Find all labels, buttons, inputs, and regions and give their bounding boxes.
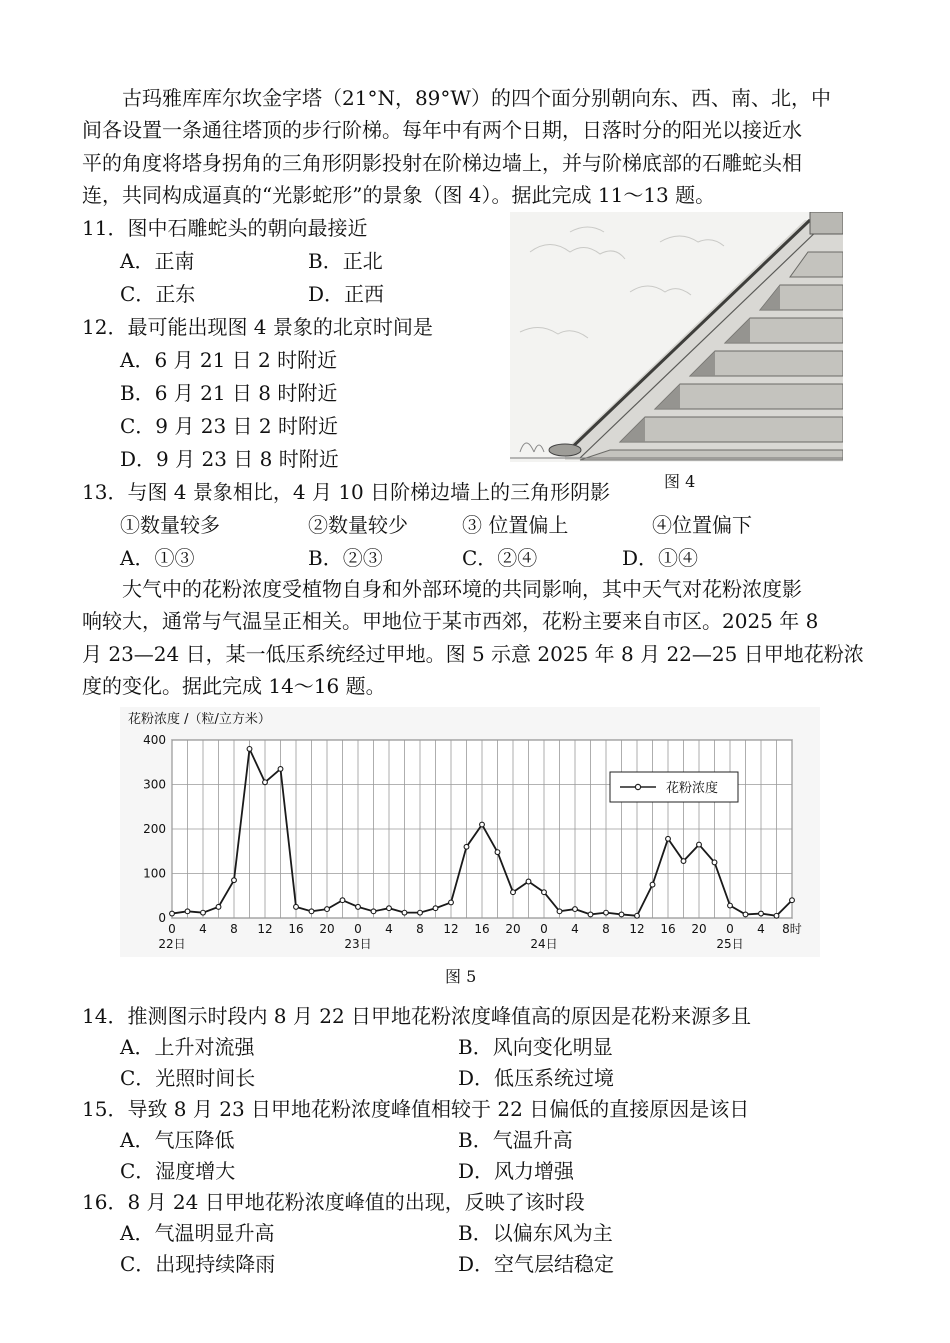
data-point xyxy=(433,906,438,911)
data-point xyxy=(247,747,252,752)
data-point xyxy=(495,850,500,855)
question-12-stem: 12．最可能出现图 4 景象的北京时间是 xyxy=(82,315,433,339)
question-12-option-a[interactable]: A．6 月 21 日 2 时附近 xyxy=(120,348,338,372)
day-label: 22日 xyxy=(158,937,186,951)
question-14-option-c[interactable]: C．光照时间长 xyxy=(120,1066,256,1090)
data-point xyxy=(263,780,268,785)
question-13-option-b[interactable]: B．②③ xyxy=(308,546,383,570)
question-13-option-c[interactable]: C．②④ xyxy=(462,546,538,570)
x-tick-label: 0 xyxy=(168,922,176,936)
data-point xyxy=(526,879,531,884)
passage-1-line: 平的角度将塔身拐角的三角形阴影投射在阶梯边墙上，并与阶梯底部的石雕蛇头相 xyxy=(82,150,802,175)
x-tick-label: 0 xyxy=(726,922,734,936)
data-point xyxy=(666,836,671,841)
x-tick-label: 4 xyxy=(199,922,207,936)
passage-1-line: 间各设置一条通往塔顶的步行阶梯。每年中有两个日期，日落时分的阳光以接近水 xyxy=(82,118,802,143)
data-point xyxy=(728,903,733,908)
question-13-item-1: ①数量较多 xyxy=(120,513,220,537)
x-tick-label: 8时 xyxy=(782,922,802,936)
pyramid-illustration xyxy=(510,212,843,462)
x-tick-label: 20 xyxy=(319,922,335,936)
x-tick-label: 4 xyxy=(571,922,579,936)
question-13-option-d[interactable]: D．①④ xyxy=(622,546,699,570)
data-point xyxy=(573,907,578,912)
passage-1 xyxy=(82,82,872,211)
passage-2-line: 度的变化。据此完成 14～16 题。 xyxy=(82,673,386,698)
x-tick-label: 0 xyxy=(540,922,548,936)
question-12-option-d[interactable]: D．9 月 23 日 8 时附近 xyxy=(120,447,339,471)
data-point xyxy=(759,911,764,916)
question-11-option-c[interactable]: C．正东 xyxy=(120,282,196,306)
figure-4-caption: 图 4 xyxy=(664,472,696,491)
data-point xyxy=(294,904,299,909)
data-point xyxy=(542,890,547,895)
data-point xyxy=(774,913,779,918)
data-point xyxy=(449,900,454,905)
passage-1-line: 连，共同构成逼真的“光影蛇形”的景象（图 4）。据此完成 11～13 题。 xyxy=(82,182,716,207)
data-point xyxy=(480,822,485,827)
question-16-option-c[interactable]: C．出现持续降雨 xyxy=(120,1252,276,1276)
data-point xyxy=(387,906,392,911)
passage-2-line: 响较大，通常与气温呈正相关。甲地位于某市西郊，花粉主要来自市区。2025 年 8 xyxy=(82,609,819,634)
x-tick-label: 8 xyxy=(602,922,610,936)
passage-2-line: 月 23—24 日，某一低压系统经过甲地。图 5 示意 2025 年 8 月 22—25 日甲地花粉浓 xyxy=(82,641,864,666)
data-point xyxy=(371,909,376,914)
figure-5-caption: 图 5 xyxy=(445,967,477,986)
question-16-option-a[interactable]: A．气温明显升高 xyxy=(120,1221,275,1245)
data-point xyxy=(185,909,190,914)
y-tick-label: 100 xyxy=(143,866,166,881)
data-point xyxy=(325,907,330,912)
pyramid-drawing xyxy=(510,212,843,462)
question-12-option-b[interactable]: B．6 月 21 日 8 时附近 xyxy=(120,381,338,405)
data-point xyxy=(340,898,345,903)
x-tick-label: 16 xyxy=(474,922,490,936)
data-point xyxy=(278,767,283,772)
question-11-stem: 11．图中石雕蛇头的朝向最接近 xyxy=(82,216,368,240)
x-tick-label: 0 xyxy=(354,922,362,936)
question-13-item-3: ③ 位置偏上 xyxy=(462,513,569,537)
data-point xyxy=(743,912,748,917)
data-point xyxy=(790,898,795,903)
passage-1-line: 古玛雅库库尔坎金字塔（21°N，89°W）的四个面分别朝向东、西、南、北，中 xyxy=(122,86,831,110)
question-15-option-a[interactable]: A．气压降低 xyxy=(120,1128,235,1152)
question-14-option-d[interactable]: D．低压系统过境 xyxy=(458,1066,615,1090)
data-point xyxy=(588,912,593,917)
data-point xyxy=(697,842,702,847)
question-11-option-b[interactable]: B．正北 xyxy=(308,249,383,273)
question-13-item-4: ④位置偏下 xyxy=(652,513,752,537)
day-label: 25日 xyxy=(716,937,744,951)
data-point xyxy=(619,912,624,917)
question-14-stem: 14．推测图示时段内 8 月 22 日甲地花粉浓度峰值高的原因是花粉来源多且 xyxy=(82,1004,752,1028)
question-11-option-a[interactable]: A．正南 xyxy=(120,249,195,273)
data-point xyxy=(650,882,655,887)
data-point xyxy=(402,910,407,915)
day-label: 24日 xyxy=(530,937,558,951)
y-tick-label: 400 xyxy=(143,733,166,747)
data-point xyxy=(356,904,361,909)
question-12-option-c[interactable]: C．9 月 23 日 2 时附近 xyxy=(120,414,338,438)
question-13-stem: 13．与图 4 景象相比，4 月 10 日阶梯边墙上的三角形阴影 xyxy=(82,480,611,504)
x-tick-label: 12 xyxy=(443,922,459,936)
legend-label: 花粉浓度 xyxy=(666,781,719,796)
x-tick-label: 16 xyxy=(288,922,304,936)
data-point xyxy=(418,910,423,915)
data-point xyxy=(681,859,686,864)
x-tick-label: 20 xyxy=(691,922,707,936)
data-point xyxy=(201,910,206,915)
data-point xyxy=(635,913,640,918)
question-15-option-c[interactable]: C．湿度增大 xyxy=(120,1159,236,1183)
data-point xyxy=(232,878,237,883)
data-point xyxy=(604,910,609,915)
question-16-option-b[interactable]: B．以偏东风为主 xyxy=(458,1221,613,1245)
data-point xyxy=(712,860,717,865)
x-tick-label: 4 xyxy=(385,922,393,936)
question-15-option-b[interactable]: B．气温升高 xyxy=(458,1128,573,1152)
question-13-option-a[interactable]: A．①③ xyxy=(120,546,195,570)
chart-legend xyxy=(610,772,738,802)
passage-2 xyxy=(82,573,872,702)
x-tick-label: 16 xyxy=(660,922,676,936)
data-point xyxy=(170,911,175,916)
data-point xyxy=(557,909,562,914)
question-11-option-d[interactable]: D．正西 xyxy=(308,282,385,306)
data-point xyxy=(464,844,469,849)
passage-2-line: 大气中的花粉浓度受植物自身和外部环境的共同影响，其中天气对花粉浓度影 xyxy=(122,577,802,601)
y-tick-label: 200 xyxy=(143,822,166,836)
question-16-option-d[interactable]: D．空气层结稳定 xyxy=(458,1252,615,1276)
y-tick-label: 300 xyxy=(143,777,166,792)
x-tick-label: 20 xyxy=(505,922,521,936)
pollen-chart-svg xyxy=(120,707,820,957)
x-tick-label: 8 xyxy=(230,922,238,936)
data-point xyxy=(216,904,221,909)
chart-grid xyxy=(172,740,792,918)
question-16-stem: 16．8 月 24 日甲地花粉浓度峰值的出现，反映了该时段 xyxy=(82,1190,585,1214)
day-label: 23日 xyxy=(344,937,372,951)
question-14-option-a[interactable]: A．上升对流强 xyxy=(120,1035,255,1059)
data-point xyxy=(511,890,516,895)
y-tick-label: 0 xyxy=(158,911,166,925)
data-point xyxy=(309,909,314,914)
question-14-option-b[interactable]: B．风向变化明显 xyxy=(458,1035,613,1059)
question-15-stem: 15．导致 8 月 23 日甲地花粉浓度峰值相较于 22 日偏低的直接原因是该日 xyxy=(82,1097,750,1121)
x-tick-label: 12 xyxy=(629,922,645,936)
x-tick-label: 12 xyxy=(257,922,273,936)
question-13-item-2: ②数量较少 xyxy=(308,513,408,537)
x-tick-label: 8 xyxy=(416,922,424,936)
x-tick-label: 4 xyxy=(757,922,765,936)
question-15-option-d[interactable]: D．风力增强 xyxy=(458,1159,575,1183)
y-axis-label: 花粉浓度 /（粒/立方米） xyxy=(128,712,271,727)
pollen-chart xyxy=(120,707,820,957)
